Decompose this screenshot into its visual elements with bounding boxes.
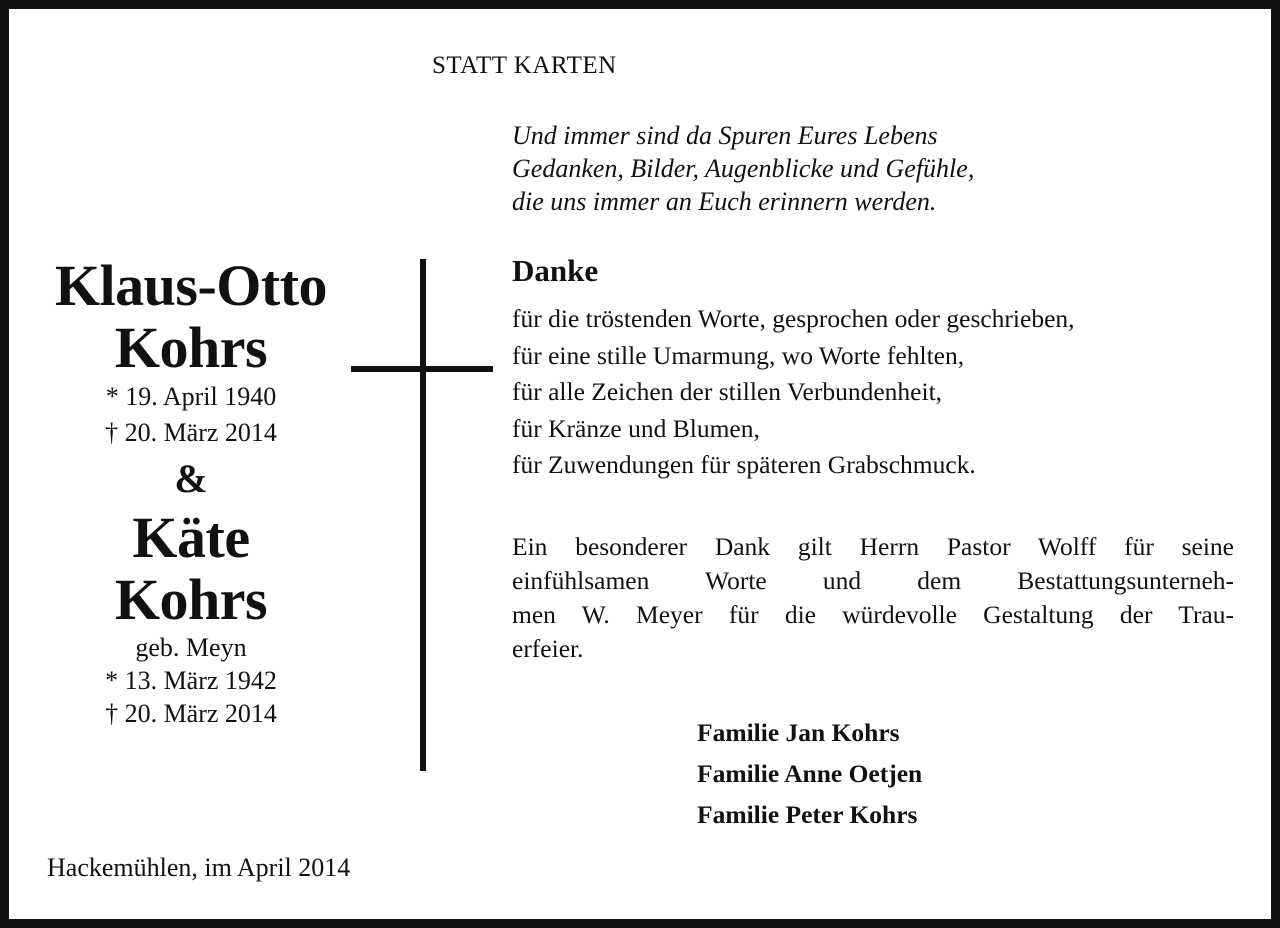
ampersand: & [174,456,208,501]
person1-first-name: Klaus-Otto [54,253,328,318]
signature-family: Familie Jan Kohrs [697,718,900,747]
person1-died: † 20. März 2014 [105,418,277,447]
paragraph-line: einfühlsamen Worte und dem Bestattungsunterneh- [512,566,1234,595]
thanks-title: Danke [512,253,599,288]
thanks-line: für Kränze und Blumen, [512,413,760,443]
person2-last-name: Kohrs [114,567,268,632]
person1-born: * 19. April 1940 [105,382,277,411]
paragraph-line: Ein besonderer Dank gilt Herrn Pastor Wolff für seine [512,532,1234,561]
cross-vertical-bar [420,259,426,771]
paragraph-line: erfeier. [512,634,584,663]
verse-line: die uns immer an Euch erinnern werden. [512,187,937,216]
verse [512,119,974,218]
person2-born: * 13. März 1942 [105,666,277,695]
signatures [697,712,922,835]
signature-family: Familie Anne Oetjen [697,759,923,788]
thanks-line: für Zuwendungen für späteren Grabschmuck. [512,450,976,479]
person2-died: † 20. März 2014 [105,699,277,728]
header-statt-karten: STATT KARTEN [432,52,617,79]
signature-family: Familie Peter Kohrs [697,800,918,829]
person2-maiden-name: geb. Meyn [135,633,247,662]
thanks-line: für die tröstenden Worte, gesprochen oder geschrieben, [512,304,1075,333]
place-and-date: Hackemühlen, im April 2014 [47,853,351,882]
verse-line: Gedanken, Bilder, Augenblicke und Gefühle, [512,154,975,183]
thanks-list [512,301,1075,484]
thanks-line: für eine stille Umarmung, wo Worte fehlten, [512,340,965,370]
thanks-line: für alle Zeichen der stillen Verbundenheit, [512,377,943,406]
special-thanks-paragraph [512,530,1234,666]
person1-last-name: Kohrs [114,315,268,380]
paragraph-line: men W. Meyer für die würdevolle Gestaltung der Trau- [512,600,1234,629]
verse-line: Und immer sind da Spuren Eures Lebens [512,121,938,150]
deceased-names [33,255,349,730]
cross-horizontal-bar [351,366,493,372]
person2-first-name: Käte [132,505,250,570]
